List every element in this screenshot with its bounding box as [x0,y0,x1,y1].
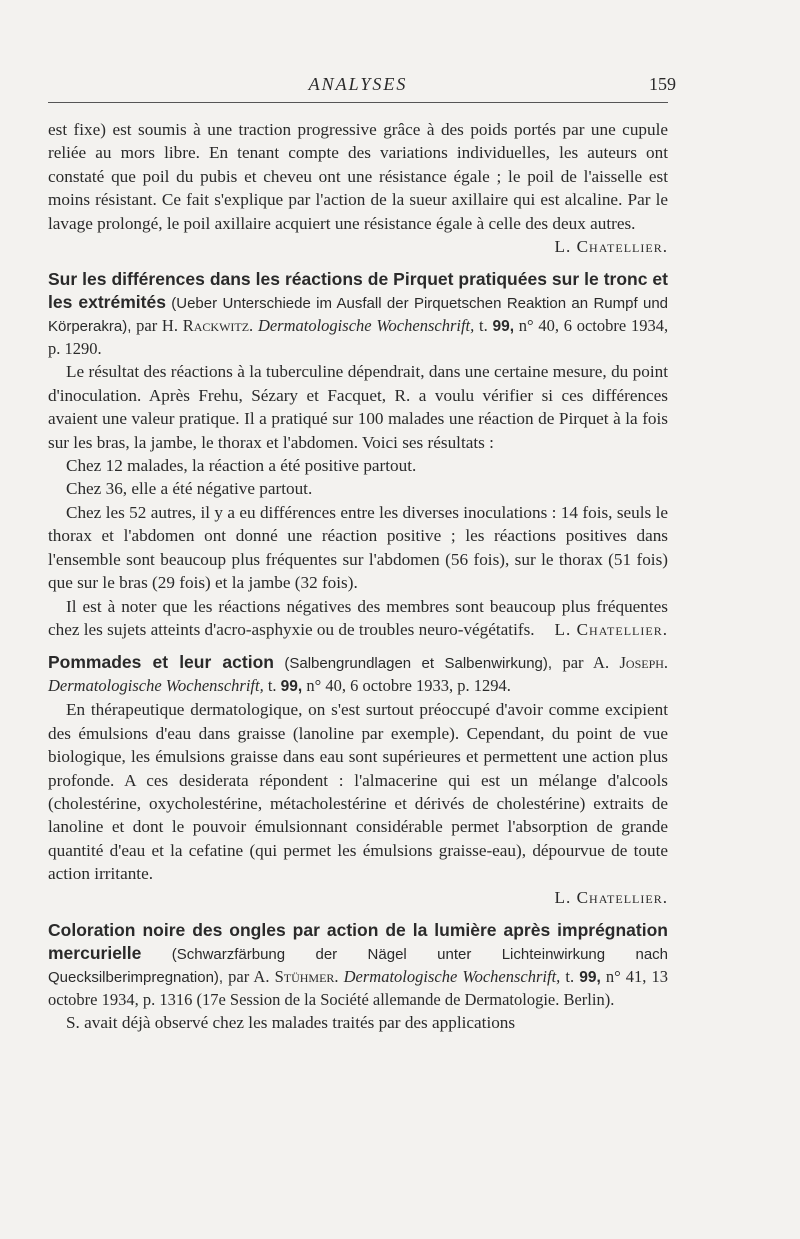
intro-text: est fixe) est soumis à une traction progressive grâce à des poids portés par une cupule reliée au mors libre. En tenant compte des variations individuelles, les auteurs ont constaté que poil du pubis et cheveu ont une résistance égale ; le poil de l'aisselle est moins résistant. Ce fait s'explique par l'action de la sueur axillaire qui est alcaline. Par le lavage prolongé, le poil axillaire acquiert une résistance égale à celle des deux autres. [48,120,668,233]
article-1-german-title: (Ueber Unterschiede im Ausfall der Pirquetschen Reaktion an Rumpf und Körperakra), [48,295,668,336]
article-2-author: Joseph. [619,653,669,673]
running-title: ANALYSES [308,74,408,94]
article-3-vol-prefix: t. [565,966,575,986]
article-3-volume: 99, [579,968,601,986]
article-2-heading [48,651,668,698]
article-2-title: Pommades et leur action [48,652,274,673]
article-3-author: Stühmer. [274,966,339,986]
article-1-volume: 99, [492,318,515,336]
page-number: 159 [649,74,676,94]
page-body [48,118,668,1034]
article-1 [48,268,668,641]
article-3-journal: Dermatologische Wochenschrift, [343,966,561,986]
article-1-journal: Dermatologische Wochenschrift, [257,316,475,336]
article-1-heading [48,268,668,360]
article-3 [48,919,668,1034]
article-3-title: Coloration noire des ongles par action de la lumière après imprégnation mercurielle [48,919,668,963]
article-3-paragraph: S. avait déjà observé chez les malades traités par des applications [66,1012,516,1032]
article-1-last-paragraph [48,595,668,642]
intro-paragraph [48,118,668,257]
article-2 [48,651,668,909]
article-2-german-title: (Salbengrundlagen et Salbenwirkung), [284,655,553,673]
header-rule [48,102,668,103]
article-1-paragraph: Chez 12 malades, la réaction a été positive partout. [66,456,417,476]
article-1-paragraph: Chez 36, elle a été négative partout. [66,479,313,499]
page-header [48,74,676,100]
article-3-reference: n° 41, 13 octobre 1934, p. 1316 (17e Session de la Société allemande de Dermatologie. Berlin). [48,966,669,1009]
article-2-paragraph: En thérapeutique dermatologique, on s'est surtout préoccupé d'avoir comme excipient des émulsions d'eau dans graisse (lanoline par exemple). Cependant, du point de vue biologique, les émulsions graisse dans eau sont supérieures et permettent une action plus profonde. A ces desiderata répondent : l'almacerine qui est un mélange d'alcools (cholestérine, oxycholestérine, métacholestérine et dérivés de cholestérine) extraits de lanoline et dont le pouvoir émulsionnant considérable permet l'absorption de grande quantité d'eau et la cefatine (qui permet les émulsions graisse-eau), dépourvue de toute action irritante. [48,700,668,884]
article-2-signature: L. Chatellier. [554,887,668,907]
article-1-vol-prefix: t. [479,316,488,336]
article-1-paragraph: Chez les 52 autres, il y a eu différences entre les diverses inoculations : 14 fois, seuls le thorax et l'abdomen ont donné une réaction positive ; les réactions positives dans l'ensemble sont beaucoup plus fréquentes sur l'abdomen (56 fois), sur le thorax (51 fois) que sur le bras (29 fois) et la jambe (32 fois). [48,502,668,593]
article-1-signature: L. Chatellier. [554,619,668,639]
article-2-by: par A. [562,653,610,673]
article-2-journal: Dermatologische Wochenschrift, [48,676,264,696]
article-1-paragraph-text: Il est à noter que les réactions négatives des membres sont beaucoup plus fréquentes chez les sujets atteints d'acro-asphyxie ou de troubles neuro-végétatifs. [48,596,668,639]
article-2-reference: n° 40, 6 octobre 1933, p. 1294. [306,676,511,696]
article-2-vol-prefix: t. [267,676,277,696]
article-1-paragraph: Le résultat des réactions à la tuberculine dépendrait, dans une certaine mesure, du point d'inoculation. Après Frehu, Sézary et Facquet, R. a voulu vérifier si ces différences avaient une valeur pratique. Il a pratiqué sur 100 malades une réaction de Pirquet à la fois sur les bras, la jambe, le thorax et l'abdomen. Voici ses résultats : [48,362,668,452]
article-3-german-title: (Schwarzfärbung der Nägel unter Lichteinwirkung nach Quecksilberimpregnation), [48,945,669,986]
article-1-reference: n° 40, 6 octobre 1934, p. 1290. [48,316,669,359]
article-1-by: par H. [136,316,178,336]
article-1-author: Rackwitz. [182,316,254,336]
article-1-title: Sur les différences dans les réactions de Pirquet pratiquées sur le tronc et les extrémités [48,269,668,313]
article-2-volume: 99, [280,678,303,696]
intro-signature: L. Chatellier. [554,237,668,257]
article-3-by: par A. [228,966,270,986]
article-3-heading [48,919,668,1011]
